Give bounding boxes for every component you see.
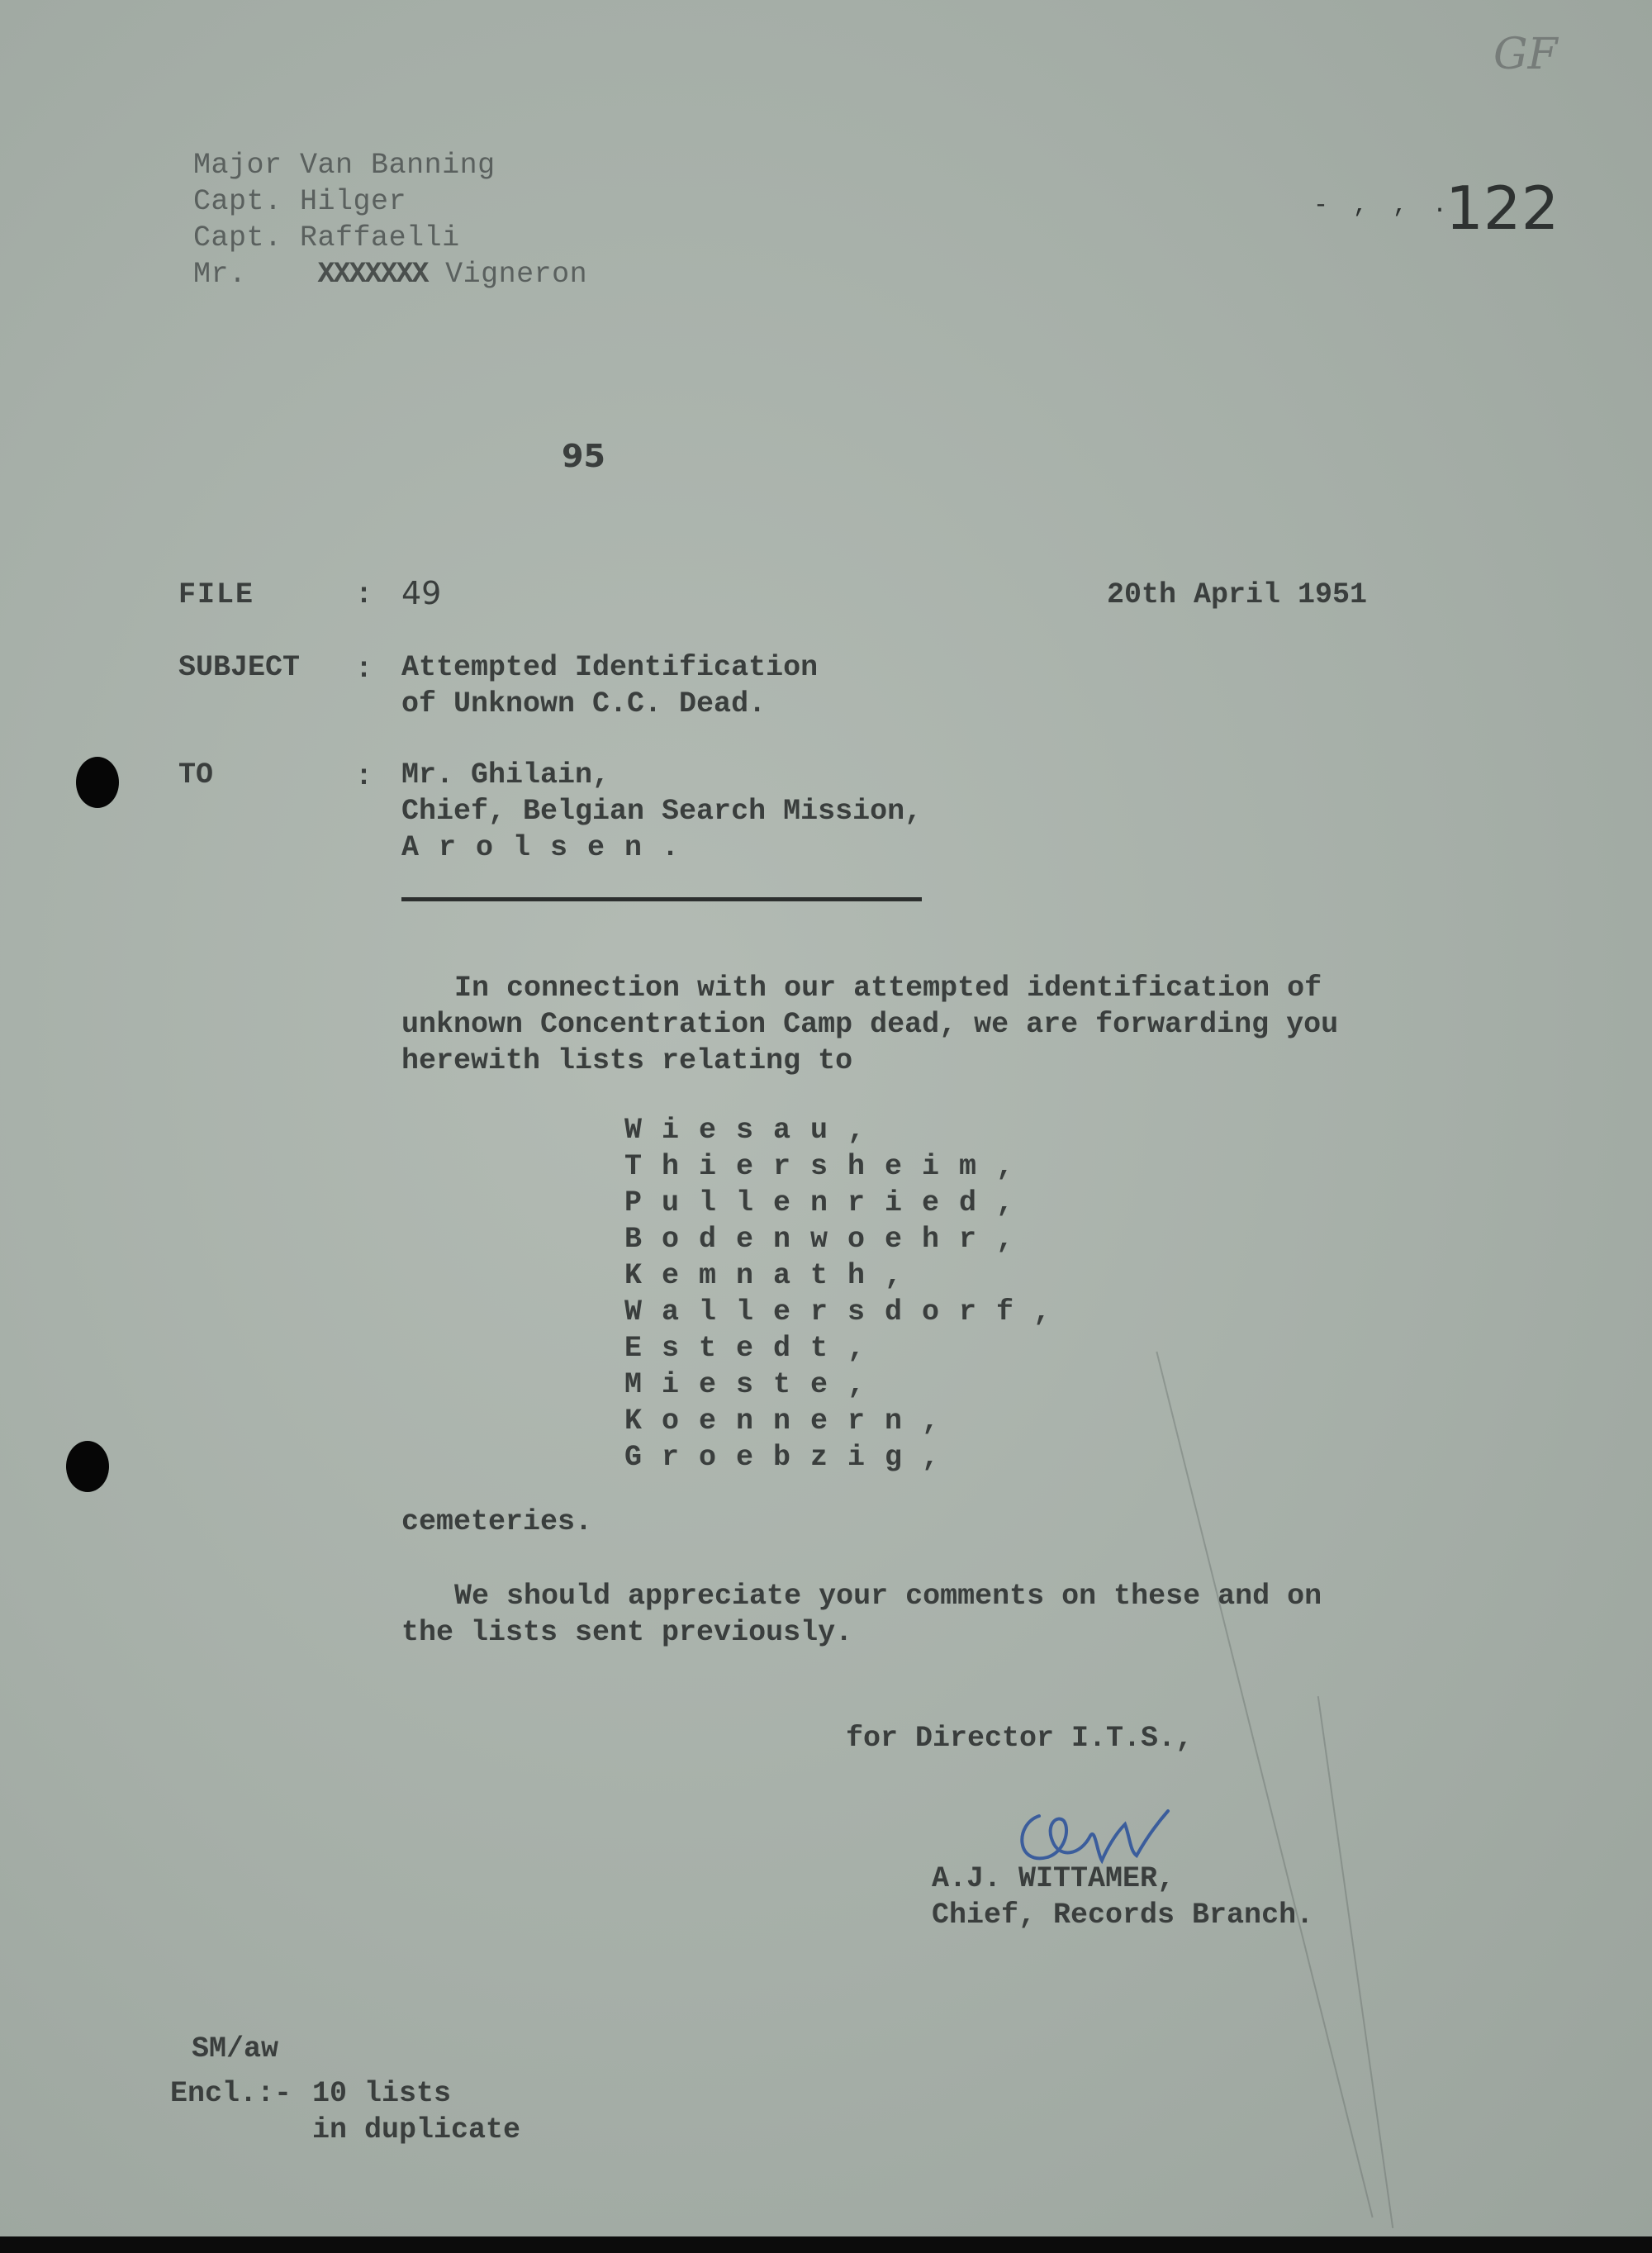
punch-hole-bottom [66, 1441, 109, 1492]
paper-crease [1156, 1352, 1373, 2217]
file-label: FILE [178, 578, 255, 611]
distribution-item [193, 258, 587, 291]
distribution-name: Hilger [300, 185, 407, 218]
to-label: TO [178, 758, 214, 791]
address-underline [401, 897, 922, 901]
page-mark-prefix: - , , . [1313, 192, 1453, 220]
body-line: We should appreciate your comments on these and on [454, 1580, 1322, 1613]
subject-line: of Unknown C.C. Dead. [401, 687, 767, 720]
cemetery-item: Wallersdorf, [624, 1295, 1071, 1329]
cemetery-item: Bodenwoehr, [624, 1223, 1034, 1256]
body-line: unknown Concentration Camp dead, we are forwarding you [401, 1008, 1339, 1041]
recipient-line: Arolsen. [401, 831, 700, 864]
punch-hole-top [76, 757, 119, 808]
subject-label: SUBJECT [178, 651, 301, 684]
serial-number: 95 [562, 438, 605, 474]
cemetery-item: Groebzig, [624, 1441, 960, 1474]
file-separator: : [355, 578, 373, 611]
body-line: the lists sent previously. [401, 1616, 853, 1649]
recipient-line: Mr. Ghilain, [401, 758, 610, 791]
body-line: herewith lists relating to [401, 1044, 853, 1077]
distribution-item [193, 221, 460, 254]
corner-mark: GF [1493, 30, 1558, 79]
struck-out-text: XXXXXXX [317, 258, 428, 291]
scan-edge [0, 2236, 1652, 2253]
signatory-name: A.J. WITTAMER, [932, 1862, 1175, 1895]
distribution-title: Capt. [193, 185, 282, 218]
enclosure-label: Encl.:- [170, 2077, 292, 2110]
distribution-item [193, 185, 406, 218]
to-separator: : [355, 760, 373, 793]
distribution-item [193, 149, 496, 182]
body-line: cemeteries. [401, 1505, 593, 1538]
page-number: 122 [1446, 173, 1559, 243]
enclosure-line: in duplicate [312, 2113, 521, 2146]
signatory-role: Chief, Records Branch. [932, 1899, 1314, 1932]
distribution-title: Mr. [193, 258, 247, 291]
distribution-title: Capt. [193, 221, 282, 254]
distribution-name: Van Banning [300, 149, 496, 182]
enclosure-line: 10 lists [312, 2077, 452, 2110]
distribution-name: Vigneron [445, 258, 588, 291]
subject-separator: : [355, 653, 373, 686]
reference-initials: SM/aw [192, 2032, 279, 2065]
recipient-line: Chief, Belgian Search Mission, [401, 795, 923, 828]
cemetery-item: Kemnath, [624, 1259, 923, 1292]
cemetery-item: Wiesau, [624, 1114, 885, 1147]
file-value: 49 [401, 575, 442, 611]
distribution-title: Major [193, 149, 282, 182]
signature-for-line: for Director I.T.S., [846, 1722, 1194, 1755]
cemetery-item: Estedt, [624, 1332, 885, 1365]
cemetery-item: Koennern, [624, 1405, 960, 1438]
cemetery-item: Thiersheim, [624, 1150, 1034, 1183]
distribution-name: Raffaelli [300, 221, 460, 254]
subject-line: Attempted Identification [401, 651, 819, 684]
cemetery-item: Pullenried, [624, 1186, 1034, 1219]
cemetery-item: Mieste, [624, 1368, 885, 1401]
body-line: In connection with our attempted identification of [454, 972, 1322, 1005]
letter-date: 20th April 1951 [1107, 578, 1368, 611]
